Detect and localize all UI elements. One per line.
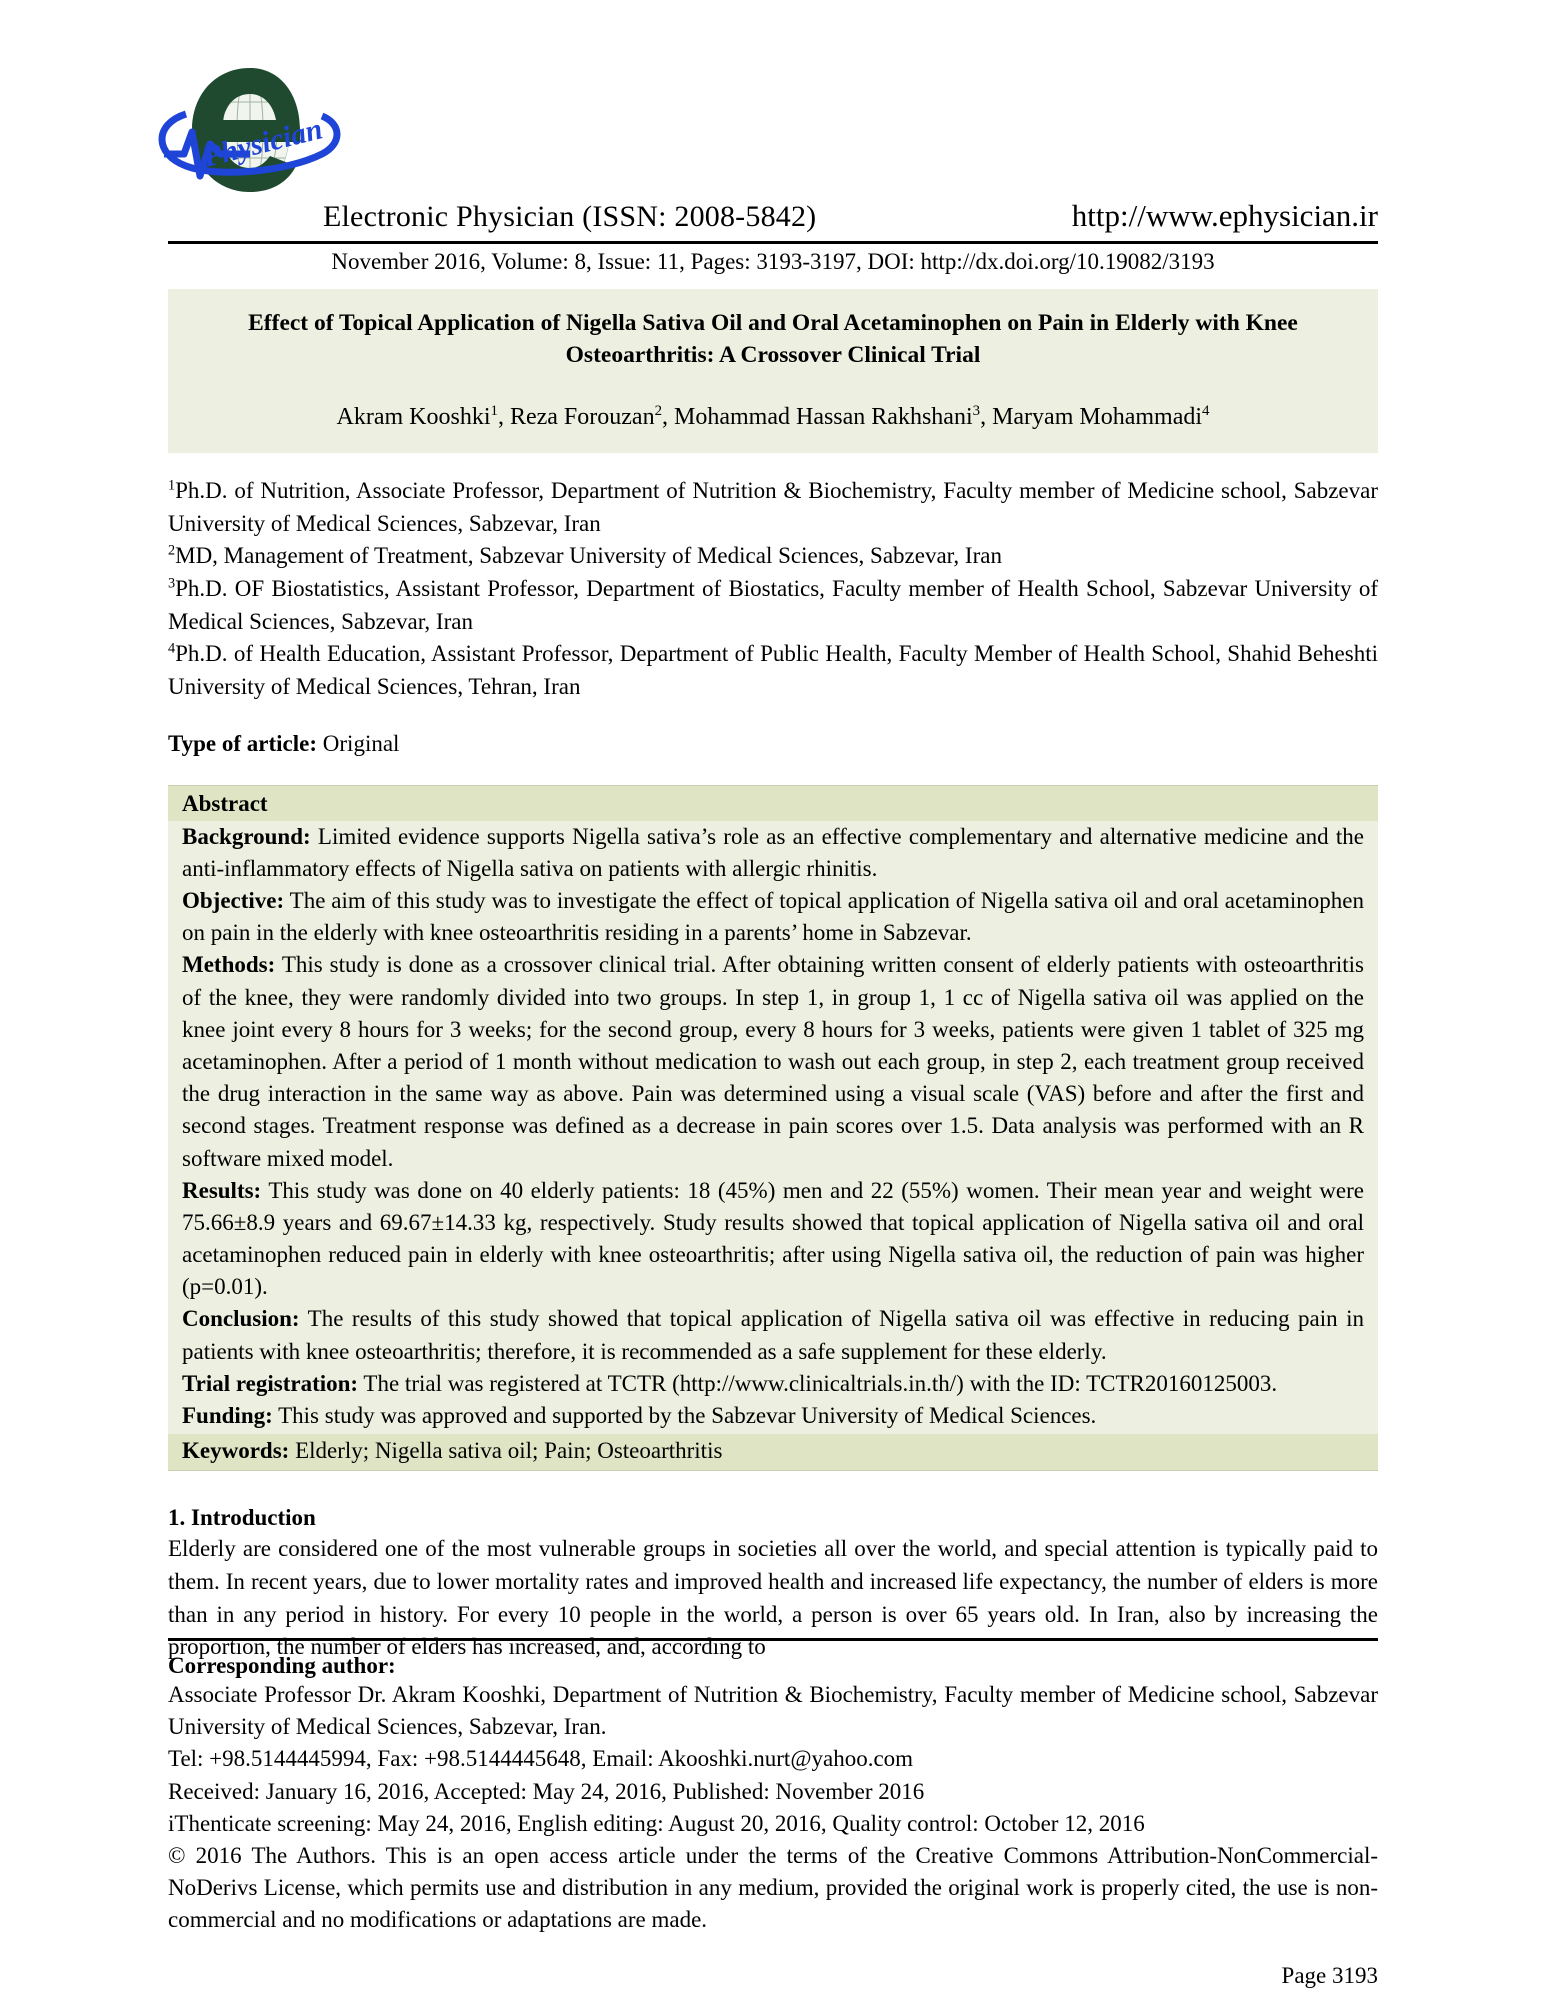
- affiliation-marker: 4: [168, 640, 176, 657]
- journal-title: Electronic Physician (ISSN: 2008-5842): [323, 200, 817, 233]
- affiliation-list: [168, 475, 1378, 704]
- abstract-label: Results:: [182, 1177, 262, 1203]
- keywords-label: Keywords:: [182, 1438, 290, 1464]
- page-title: Effect of Topical Application of Nigella Sativa Oil and Oral Acetaminophen on Pain in Elderly with Knee Osteoarthritis: A Crossover Clinical Trial: [248, 310, 1298, 369]
- author-affil-marker: 3: [972, 402, 981, 419]
- publication-dates: Received: January 16, 2016, Accepted: May 24, 2016, Published: November 2016: [168, 1778, 925, 1804]
- affiliation-item: $^1$Ph.D. of Nutrition, Associate Professor, Department of Nutrition & Biochemistry, Faculty member of Medicine school, Sabzevar University of Medical Sciences, Sabzevar, Iran: [168, 477, 1378, 536]
- author-affil-marker: 2: [654, 402, 662, 419]
- journal-header-line: [168, 200, 1378, 242]
- author-affil-marker: 1: [490, 402, 498, 419]
- affiliation-item: $^3$Ph.D. OF Biostatistics, Assistant Professor, Department of Biostatics, Faculty member of Health School, Sabzevar University of Medical Sciences, Sabzevar, Iran: [168, 575, 1378, 634]
- abstract-paragraph: Objective: The aim of this study was to investigate the effect of topical application of Nigella sativa oil and oral acetaminophen on pain in the elderly with knee osteoarthritis residing in a parents’ home in Sabzevar.: [182, 888, 1364, 946]
- abstract-label: Conclusion:: [182, 1306, 300, 1332]
- corresponding-author-address: Associate Professor Dr. Akram Kooshki, Department of Nutrition & Biochemistry, Faculty member of Medicine school, Sabzevar University of Medical Sciences, Sabzevar, Iran.: [168, 1682, 1378, 1740]
- logo-wordmark: Physician: [199, 112, 326, 174]
- abstract-body: [168, 821, 1378, 1435]
- page-number: Page 3193: [1281, 1962, 1378, 1988]
- affiliation-item: $^2$MD, Management of Treatment, Sabzevar University of Medical Sciences, Sabzevar, Iran: [168, 542, 1002, 569]
- introduction-paragraph: Elderly are considered one of the most vulnerable groups in societies all over the world, and special attention is typically paid to them. In recent years, due to lower mortality rates and improved health and increased life expectancy, the number of elders is more than in any period in history. For every 10 people in the world, a person is over 65 years old. In Iran, also by increasing the proportion, the number of elders has increased, and, according to: [168, 1536, 1378, 1660]
- abstract-paragraph: Results: This study was done on 40 elderly patients: 18 (45%) men and 22 (55%) women. Their mean year and weight were 75.66±8.9 years and 69.67±14.33 kg, respectively. Study results showed that topical application of Nigella sativa oil and oral acetaminophen reduced pain in elderly with knee osteoarthritis; after using Nigella sativa oil, the reduction of pain was higher (p=0.01).: [182, 1177, 1364, 1300]
- abstract-heading: Abstract: [168, 786, 1378, 821]
- keywords-row: [168, 1434, 1378, 1470]
- page-content: [168, 0, 1378, 1664]
- author-affil-marker: 4: [1202, 402, 1210, 419]
- corresponding-author-heading: Corresponding author:: [168, 1653, 396, 1678]
- title-block: [168, 289, 1378, 453]
- abstract-label: Background:: [182, 823, 311, 849]
- abstract-label: Funding:: [182, 1403, 273, 1428]
- author-entry: Akram Kooshki$^1$,: [336, 402, 510, 430]
- keywords-value: Elderly; Nigella sativa oil; Pain; Osteoarthritis: [289, 1438, 723, 1464]
- section-heading-introduction: 1. Introduction: [168, 1505, 316, 1531]
- corresponding-author-contact: Tel: +98.5144445994, Fax: +98.5144445648, Email: Akooshki.nurt@yahoo.com: [168, 1746, 914, 1772]
- abstract-paragraph: Background: Limited evidence supports Nigella sativa’s role as an effective complementary and alternative medicine and the anti-inflammatory effects of Nigella sativa on patients with allergic rhinitis.: [182, 823, 1364, 881]
- abstract-label: Objective:: [182, 888, 285, 913]
- abstract-paragraph: Funding: This study was approved and supported by the Sabzevar University of Medical Sciences.: [182, 1403, 1097, 1428]
- affiliation-marker: 2: [168, 542, 176, 559]
- article-type-label: Type of article:: [168, 730, 318, 756]
- page-footer: [168, 1638, 1378, 1989]
- abstract-paragraph: Conclusion: The results of this study showed that topical application of Nigella sativa oil was effective in reducing pain in patients with knee osteoarthritis; therefore, it is recommended as a safe supplement for these elderly.: [182, 1306, 1364, 1364]
- author-list: [188, 402, 1358, 433]
- affiliation-item: $^4$Ph.D. of Health Education, Assistant Professor, Department of Public Health, Faculty Member of Health School, Shahid Beheshti University of Medical Sciences, Tehran, Iran: [168, 640, 1378, 699]
- author-entry: Maryam Mohammadi$^4$: [992, 402, 1210, 430]
- abstract-label: Methods:: [182, 952, 276, 978]
- journal-url[interactable]: http://www.ephysician.ir: [1071, 198, 1378, 233]
- footer-divider: [168, 1638, 1378, 1641]
- abstract-label: Trial registration:: [182, 1370, 359, 1396]
- masthead: [168, 0, 1378, 233]
- article-type-value: Original: [322, 730, 400, 756]
- abstract-paragraph: Trial registration: The trial was registered at TCTR (http://www.clinicaltrials.in.th/) with the ID: TCTR20160125003.: [182, 1370, 1278, 1396]
- abstract-section: [168, 785, 1378, 1472]
- license-statement: © 2016 The Authors. This is an open access article under the terms of the Creative Commons Attribution-NonCommercial-NoDerivs License, which permits use and distribution in any medium, provided the original work is properly cited, the use is non-commercial and no modifications or adaptations are made.: [168, 1842, 1378, 1933]
- issue-info: November 2016, Volume: 8, Issue: 11, Pages: 3193-3197, DOI: http://dx.doi.org/10.19082/3193: [331, 249, 1215, 274]
- affiliation-marker: 3: [168, 575, 176, 592]
- article-type: [168, 731, 1378, 757]
- affiliation-marker: 1: [168, 477, 176, 494]
- author-entry: Reza Forouzan$^2$,: [509, 402, 674, 430]
- screening-dates: iThenticate screening: May 24, 2016, English editing: August 20, 2016, Quality control: October 12, 2016: [168, 1810, 1145, 1836]
- abstract-paragraph: Methods: This study is done as a crossover clinical trial. After obtaining written consent of elderly patients with osteoarthritis of the knee, they were randomly divided into two groups. In step 1, in group 1, 1 cc of Nigella sativa oil was applied on the knee joint every 8 hours for 3 weeks; for the second group, every 8 hours for 3 weeks, patients were given 1 tablet of 325 mg acetaminophen. After a period of 1 month without medication to wash out each group, in step 2, each treatment group received the drug interaction in the same way as above. Pain was determined using a visual scale (VAS) before and after the first and second stages. Treatment response was defined as a decrease in pain scores over 1.5. Data analysis was performed with an R software mixed model.: [182, 952, 1364, 1171]
- journal-logo-icon: [146, 62, 361, 197]
- author-entry: Mohammad Hassan Rakhshani$^3$,: [674, 402, 993, 430]
